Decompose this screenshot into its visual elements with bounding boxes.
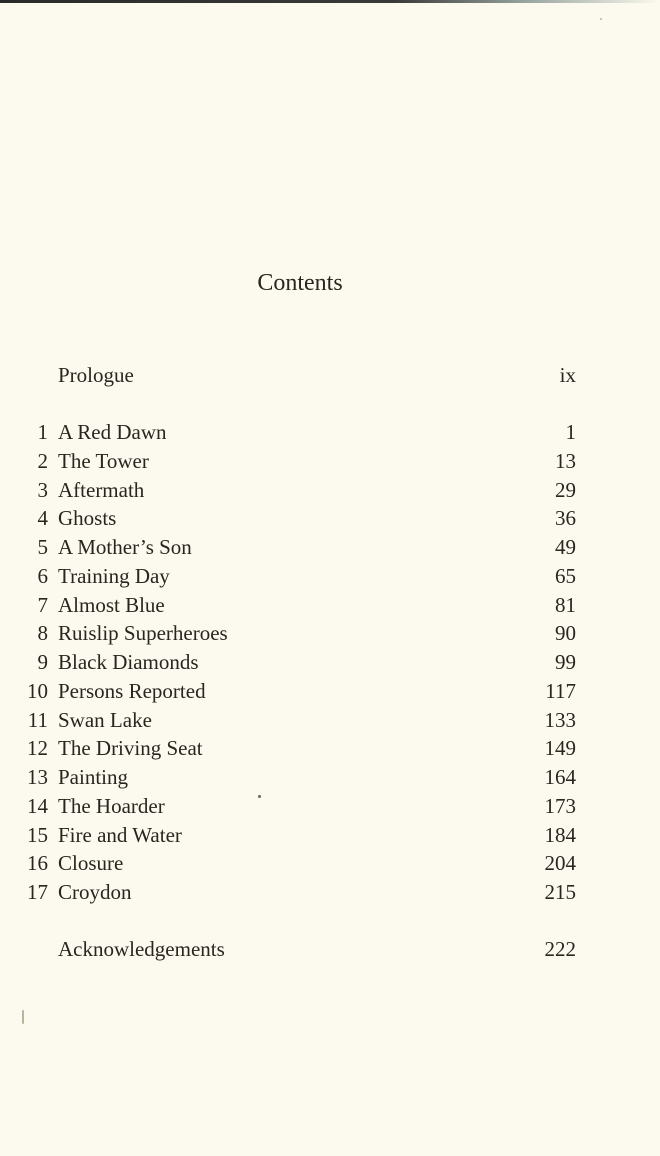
chapter-number: 16: [27, 851, 48, 876]
chapter-page: 13: [555, 448, 576, 473]
chapter-title: The Tower: [58, 448, 149, 473]
chapter-title: Persons Reported: [58, 678, 206, 703]
chapter-page: 90: [555, 621, 576, 646]
page-top-edge: [0, 0, 660, 3]
chapter-number: 1: [37, 420, 48, 444]
chapter-number: 6: [37, 563, 48, 588]
chapter-page: 184: [544, 822, 576, 847]
chapter-number: 14: [27, 793, 48, 818]
toc-entry-chapter: [0, 706, 660, 734]
toc-entry-chapter: [0, 734, 660, 762]
chapter-title: A Red Dawn: [58, 420, 167, 444]
chapter-number: 4: [37, 506, 48, 531]
chapter-page: 149: [544, 736, 576, 761]
chapter-page: 65: [555, 563, 576, 588]
chapter-number: 5: [37, 535, 48, 559]
chapter-number: 3: [37, 477, 48, 502]
chapter-title: Ghosts: [58, 506, 117, 531]
toc-entry-chapter: [0, 677, 660, 705]
toc-entry-chapter: [0, 476, 660, 504]
chapter-page: 215: [544, 880, 576, 904]
chapter-title: Aftermath: [58, 477, 145, 502]
toc-entry-chapter: [0, 591, 660, 619]
toc-entry-chapter: [0, 447, 660, 475]
paper-speck: [22, 1010, 24, 1024]
chapter-page: 1: [565, 420, 576, 444]
chapter-title: Fire and Water: [58, 822, 182, 847]
toc-entry-chapter: [0, 792, 660, 820]
chapter-number: 9: [37, 650, 48, 674]
chapter-page: 117: [545, 678, 576, 703]
chapter-title: Almost Blue: [58, 592, 165, 617]
toc-entry-chapter: [0, 821, 660, 849]
chapter-page: 36: [555, 506, 576, 531]
chapter-page: 173: [544, 793, 576, 818]
toc-entry-page: 222: [544, 937, 576, 961]
toc-entry-chapter: [0, 562, 660, 590]
toc-entry-chapter: [0, 418, 660, 446]
chapter-number: 7: [37, 592, 48, 617]
chapter-title: Closure: [58, 851, 124, 876]
toc-entry-acknowledgements: [0, 935, 660, 963]
toc-entry-prologue: [0, 361, 660, 389]
chapter-page: 133: [544, 707, 576, 732]
contents-title: Contents: [257, 270, 343, 296]
chapter-number: 10: [27, 678, 48, 703]
toc-entry-chapter: [0, 878, 660, 906]
chapter-page: 164: [544, 765, 576, 789]
toc-entry-chapter: [0, 763, 660, 791]
toc-entry-chapter: [0, 533, 660, 561]
chapter-page: 99: [555, 650, 576, 674]
chapter-title: Training Day: [58, 563, 170, 588]
chapter-title: Croydon: [58, 880, 132, 904]
toc-entry-chapter: [0, 504, 660, 532]
chapter-number: 8: [37, 621, 48, 646]
toc-entry-label: Prologue: [58, 363, 134, 387]
chapter-title: The Hoarder: [58, 793, 165, 818]
toc-entry-label: Acknowledgements: [58, 937, 225, 961]
chapter-number: 17: [27, 880, 48, 904]
toc-entry-chapter: [0, 648, 660, 676]
paper-speck: [258, 795, 261, 798]
chapter-title: A Mother’s Son: [58, 535, 192, 559]
toc-entry-chapter: [0, 619, 660, 647]
chapter-number: 2: [37, 448, 48, 473]
chapter-title: The Driving Seat: [58, 736, 203, 761]
chapter-number: 12: [27, 736, 48, 761]
paper-speck: [600, 18, 602, 20]
chapter-number: 13: [27, 765, 48, 789]
toc-entry-chapter: [0, 849, 660, 877]
chapter-number: 11: [27, 707, 48, 732]
chapter-page: 204: [544, 851, 576, 876]
chapter-title: Painting: [58, 765, 129, 789]
toc-entry-page: ix: [559, 363, 576, 387]
chapter-number: 15: [27, 822, 48, 847]
chapter-page: 49: [555, 535, 576, 559]
chapter-page: 29: [555, 477, 576, 502]
chapter-page: 81: [555, 592, 576, 617]
chapter-title: Swan Lake: [58, 707, 152, 732]
chapter-title: Ruislip Superheroes: [58, 621, 228, 646]
chapter-title: Black Diamonds: [58, 650, 199, 674]
